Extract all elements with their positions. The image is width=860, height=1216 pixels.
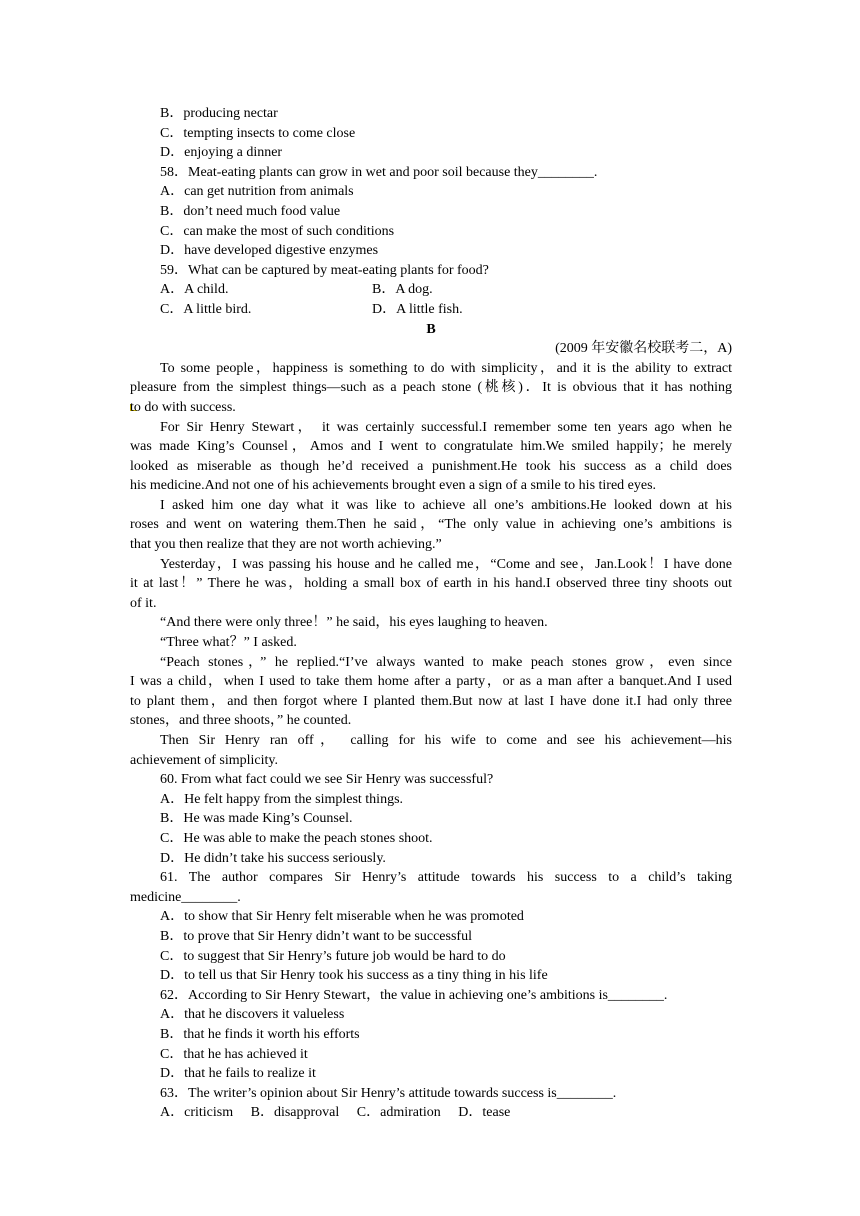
document-page — [130, 104, 732, 1123]
passage-line: “Peach stones，” he replied.“I’ve always wanted to make peach stones grow，even since — [160, 654, 732, 670]
passage-line: stones，and three shoots，” he counted. — [130, 713, 352, 729]
q61-stem-line-1: 61. The author compares Sir Henry’s attitude towards his success to a child’s taking — [160, 870, 732, 886]
q57-option-d: D．enjoying a dinner — [160, 145, 283, 161]
q60-stem: 60. From what fact could we see Sir Henry was successful? — [160, 772, 494, 788]
q61-option-c: C．to suggest that Sir Henry’s future job would be hard to do — [160, 948, 506, 964]
q59-option-a: A．A child. — [160, 282, 229, 298]
q62-option-c: C．that he has achieved it — [160, 1046, 308, 1062]
passage-line: For Sir Henry Stewart， it was certainly successful.I remember some ten years ago when he — [160, 419, 732, 435]
q62-option-b: B．that he finds it worth his efforts — [160, 1026, 360, 1042]
q58-option-c: C．can make the most of such conditions — [160, 223, 395, 239]
q63-option-d: D．tease — [458, 1105, 511, 1121]
q62-option-a: A．that he discovers it valueless — [160, 1007, 345, 1023]
passage-line: his medicine.And not one of his achievements brought even a sign of a smile to his tired eyes. — [130, 478, 657, 494]
q63-option-a: A．criticism — [160, 1105, 234, 1121]
q58-option-d: D．have developed digestive enzymes — [160, 243, 379, 259]
section-title: B — [426, 321, 436, 337]
q59-row-2 — [130, 300, 732, 320]
q57-option-c: C．tempting insects to come close — [160, 125, 356, 141]
q57-option-b: B．producing nectar — [160, 106, 278, 121]
q60-option-d: D．He didn’t take his success seriously. — [160, 850, 386, 866]
passage-line: achievement of simplicity. — [130, 752, 278, 768]
q59-option-b: B．A dog. — [372, 282, 433, 298]
q59-stem: 59．What can be captured by meat-eating plants for food? — [160, 262, 489, 278]
passage-line: roses and went on watering them.Then he said，“The only value in achieving one’s ambitions is — [130, 517, 732, 533]
passage-line: I asked him one day what it was like to achieve all one’s ambitions.He looked down at his — [160, 497, 732, 513]
q58-stem: 58．Meat-eating plants can grow in wet and poor soil because they________. — [160, 164, 598, 180]
passage-line: looked as miserable as though he’d received a punishment.He took his success as a child does — [130, 458, 732, 474]
q61-option-d: D．to tell us that Sir Henry took his success as a tiny thing in his life — [160, 968, 548, 984]
passage-line: to do with success. — [130, 399, 236, 415]
q59-row-1 — [130, 280, 732, 300]
passage-line: was made King’s Counsel，Amos and I went to congratulate him.We smiled happily；he merely — [130, 439, 732, 455]
passage-line: Then Sir Henry ran off， calling for his wife to come and see his achievement—his — [160, 733, 732, 748]
q63-option-c: C．admiration — [356, 1105, 441, 1121]
passage-line: “And there were only three！” he said，his eyes laughing to heaven. — [160, 615, 548, 631]
q61-option-b: B．to prove that Sir Henry didn’t want to be successful — [160, 928, 472, 944]
q60-option-a: A．He felt happy from the simplest things. — [160, 791, 404, 807]
q59-option-d: D．A little fish. — [372, 301, 463, 317]
q60-option-b: B．He was made King’s Counsel. — [160, 811, 353, 827]
q63-stem: 63．The writer’s opinion about Sir Henry’s attitude towards success is________. — [160, 1085, 617, 1101]
passage-line: that you then realize that they are not worth achieving.” — [130, 537, 442, 553]
q60-option-c: C．He was able to make the peach stones shoot. — [160, 830, 433, 846]
passage-line: pleasure from the simplest things—such as a peach stone (桃核)．It is obvious that it has nothing — [130, 380, 732, 396]
passage-line: To some people，happiness is something to do with simplicity，and it is the ability to extract — [160, 360, 732, 376]
q58-option-b: B．don’t need much food value — [160, 203, 341, 219]
q61-option-a: A．to show that Sir Henry felt miserable when he was promoted — [160, 909, 524, 925]
q63-options — [130, 1103, 732, 1123]
passage-line: “Three what？” I asked. — [160, 635, 297, 651]
q61-stem-line-2: medicine________. — [130, 889, 241, 905]
passage-line: of it. — [130, 595, 157, 611]
q62-stem: 62．According to Sir Henry Stewart，the value in achieving one’s ambitions is________. — [160, 987, 668, 1003]
q58-option-a: A．can get nutrition from animals — [160, 184, 354, 200]
source-note: (2009 年安徽名校联考二，A) — [555, 341, 732, 357]
passage-line: I was a child，when I used to take them home after a party，or as a man after a banquet.And I used — [130, 674, 732, 690]
q63-option-b: B．disapproval — [250, 1105, 340, 1121]
passage-line: it at last！” There he was，holding a small box of earth in his hand.I observed three tiny shoots out — [130, 576, 732, 592]
q62-option-d: D．that he fails to realize it — [160, 1066, 316, 1082]
passage-line: Yesterday，I was passing his house and he called me，“Come and see，Jan.Look！I have done — [160, 556, 732, 572]
passage-line: to plant them，and then forgot where I planted them.But now at last I have done it.I had only three — [130, 693, 732, 709]
q59-option-c: C．A little bird. — [160, 301, 252, 317]
